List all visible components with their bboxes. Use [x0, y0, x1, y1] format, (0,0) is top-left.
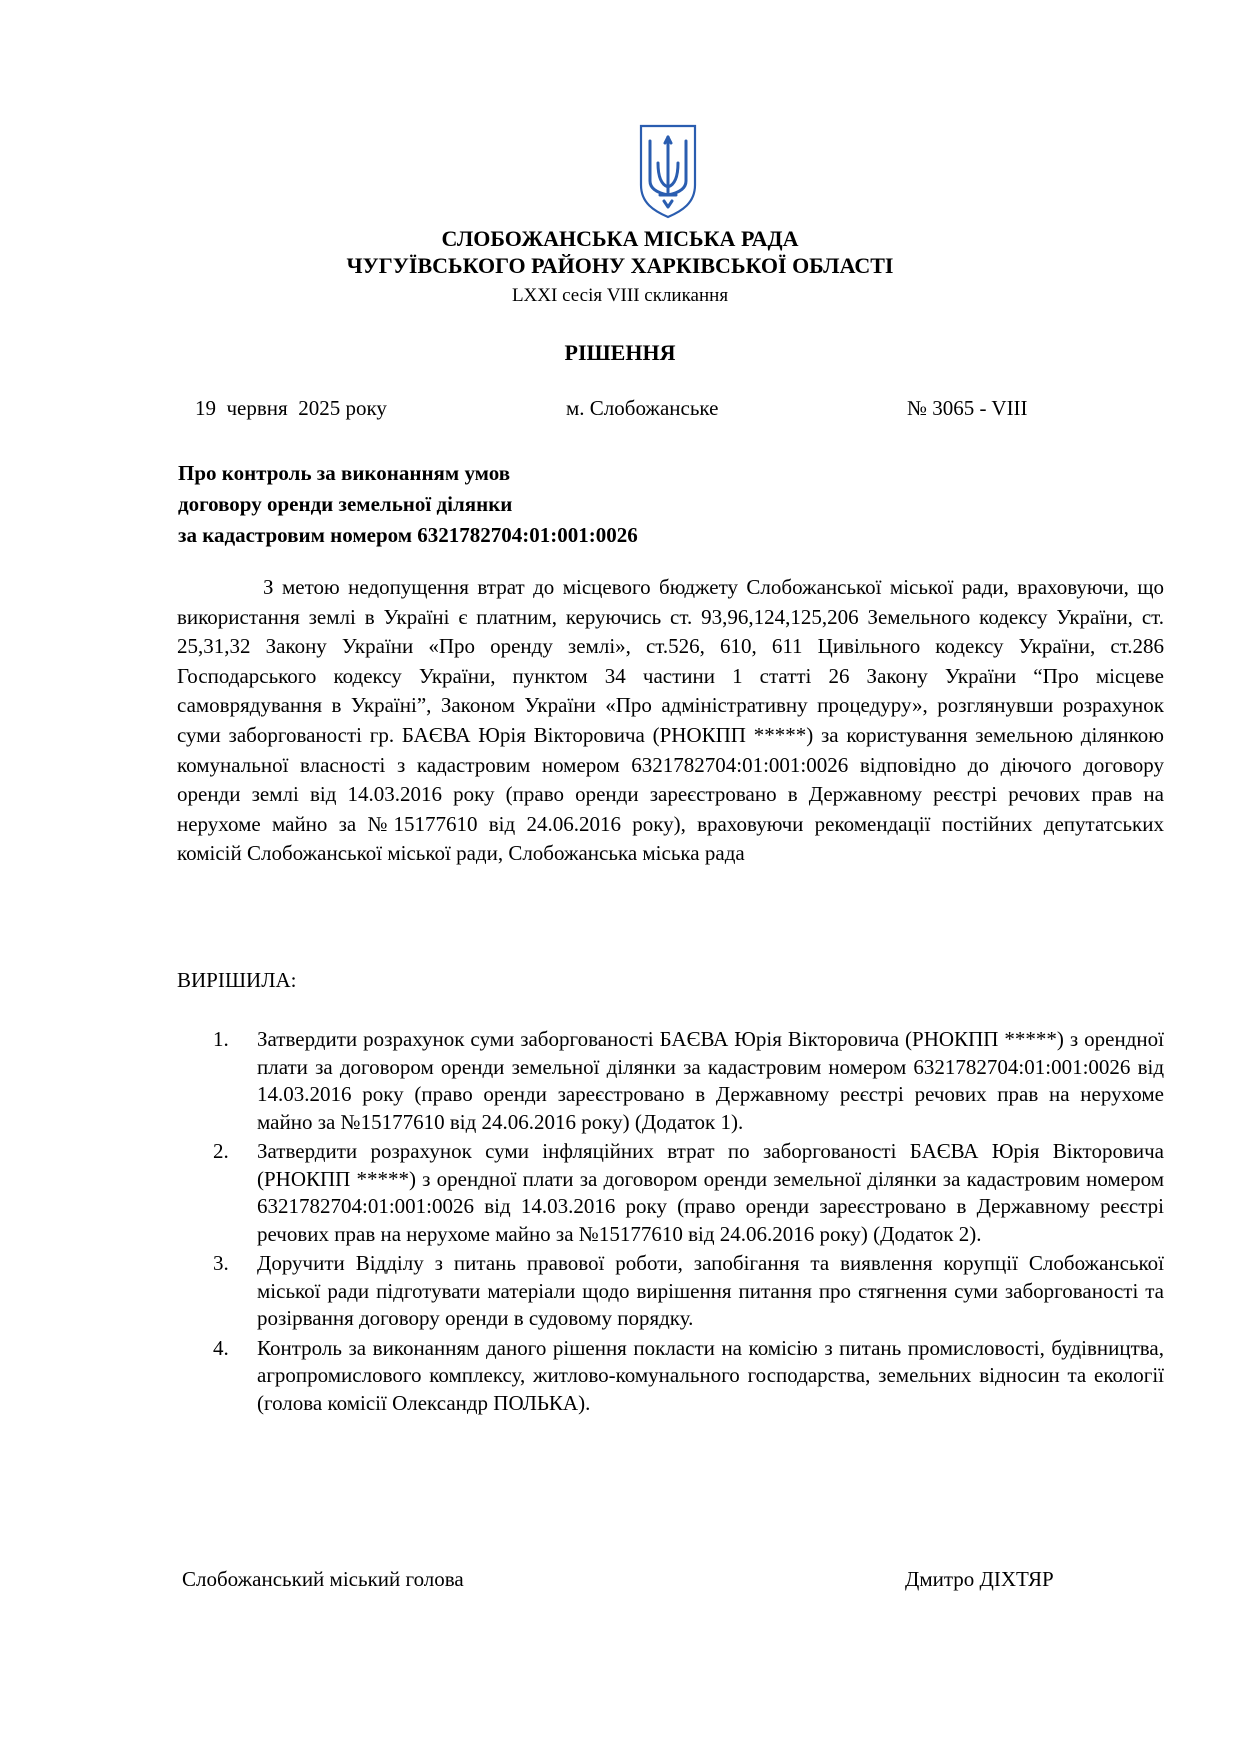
session-info: LXXI сесія VIII скликання — [511, 285, 729, 306]
signatory-name: Дмитро ДІХТЯР — [905, 1567, 1054, 1591]
list-item — [177, 1250, 1164, 1333]
item-number: 3. — [213, 1251, 229, 1275]
signatory-position: Слобожанський міський голова — [182, 1567, 464, 1591]
list-item — [177, 1138, 1164, 1248]
subject-line: Про контроль за виконанням умов — [178, 461, 511, 485]
subject-line: за кадастровим номером 6321782704:01:001:0026 — [178, 523, 638, 547]
decision-number: № 3065 - VIII — [907, 396, 1028, 420]
item-text: Контроль за виконанням даного рішення покласти на комісію з питань промисловості, будівництва, агропромислового комплексу, житлово-комунального господарства, земельних відносин та екології (голова комісії Олександр ПОЛЬКА). — [257, 1335, 1164, 1415]
item-text: Доручити Відділу з питань правової роботи, запобігання та виявлення корупції Слобожанської міської ради підготувати матеріали щодо вирішення питання про стягнення суми заборгованості та розірвання договору оренди в судовому порядку. — [257, 1251, 1164, 1330]
district-name: ЧУГУЇВСЬКОГО РАЙОНУ ХАРКІВСЬКОЇ ОБЛАСТІ — [346, 253, 894, 278]
preamble-text: З метою недопущення втрат до місцевого бюджету Слобожанської міської ради, враховуючи, що використання землі в Україні є платним, керуючись ст. 93,96,124,125,206 Земельного кодексу України, ст. 25,31,32 Закону України «Про оренду землі», ст.526, 610, 611 Цивільного кодексу України, ст.286 Господарського кодексу України, пунктом 34 частини 1 статті 26 Закону України “Про місцеве самоврядування в Україні”, Законом України «Про адміністративну процедуру», розглянувши розрахунок суми заборгованості гр. БАЄВА Юрія Вікторовича (РНОКПП *****) за користування земельною ділянкою комунальної власності з кадастровим номером 6321782704:01:001:0026 відповідно до діючого договору оренди землі від 14.03.2016 року (право оренди зареєстровано в Державному реєстрі речових прав на нерухоме майно за №15177610 від 24.06.2016 року), враховуючи рекомендації постійних депутатських комісій Слобожанської міської ради, Слобожанська міська рада — [177, 575, 1164, 866]
subject-line: договору оренди земельної ділянки — [178, 492, 513, 516]
decision-city: м. Слобожанське — [566, 396, 719, 420]
item-number: 2. — [213, 1139, 229, 1163]
item-number: 4. — [213, 1335, 229, 1360]
item-number: 1. — [213, 1027, 229, 1051]
list-item — [177, 1026, 1164, 1136]
preamble — [177, 573, 1164, 869]
list-item — [177, 1335, 1164, 1418]
decided-label: ВИРІШИЛА: — [177, 968, 297, 992]
decision-items — [177, 1026, 1164, 1419]
item-text: Затвердити розрахунок суми заборгованості БАЄВА Юрія Вікторовича (РНОКПП *****) з орендної плати за договором оренди земельної ділянки за кадастровим номером 6321782704:01:001:0026 від 14.03.2016 року (право оренди зареєстровано в Державному реєстрі речових прав на нерухоме майно за №15177610 від 24.06.2016 року) (Додаток 1). — [257, 1027, 1164, 1134]
document-type: РІШЕННЯ — [564, 340, 676, 365]
council-name: СЛОБОЖАНСЬКА МІСЬКА РАДА — [441, 226, 799, 251]
decision-date: 19 червня 2025 року — [195, 396, 387, 420]
decision-subject — [178, 458, 638, 551]
item-text: Затвердити розрахунок суми інфляційних втрат по заборгованості БАЄВА Юрія Вікторовича (РНОКПП *****) з орендної плати за договором оренди земельної ділянки за кадастровим номером 6321782704:01:001:0026 від 14.03.2016 року (право оренди зареєстровано в Державному реєстрі речових прав на нерухоме майно за №15177610 від 24.06.2016 року) (Додаток 2). — [257, 1139, 1164, 1246]
trident-coat-of-arms-icon — [638, 123, 698, 219]
